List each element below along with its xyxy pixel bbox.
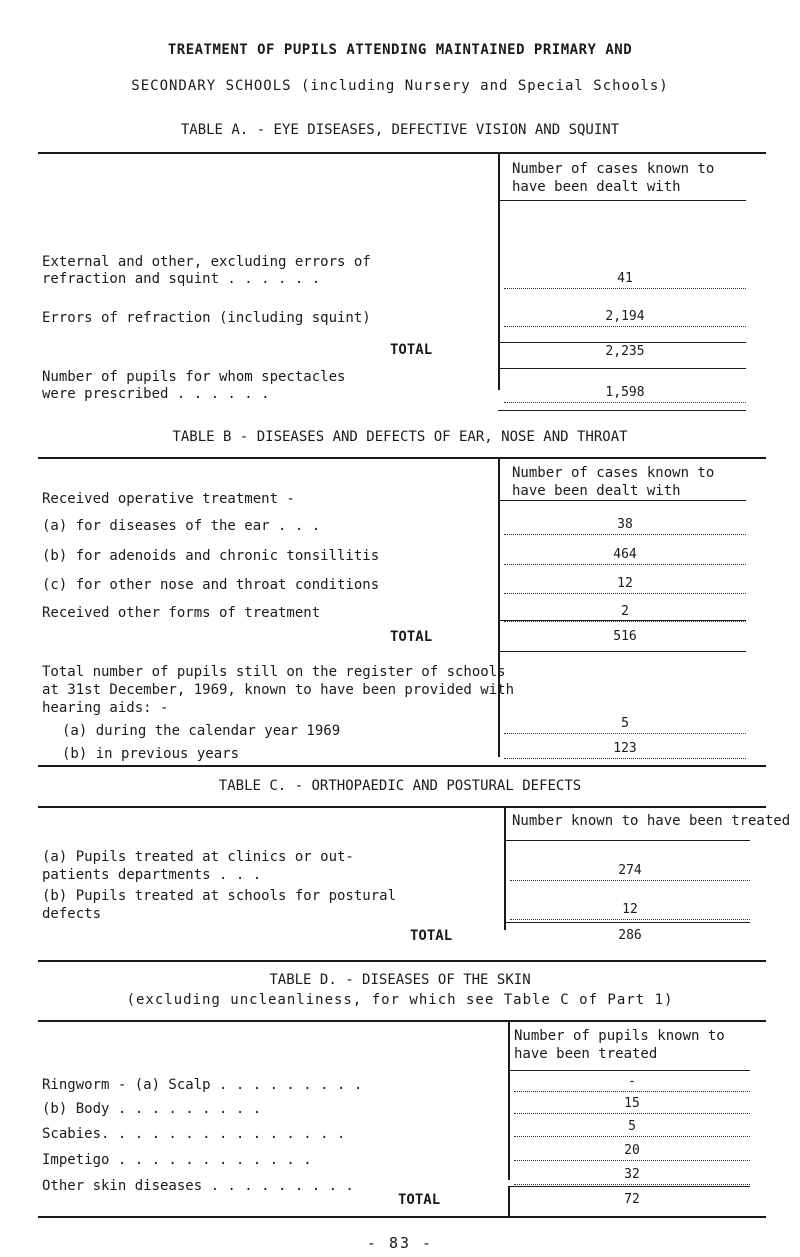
table-d-row-label: Other skin diseases . . . . . . . . . <box>42 1178 354 1194</box>
table-b-row-label: (c) for other nose and throat conditions <box>42 577 380 593</box>
table-d-row-value: 5 <box>514 1118 750 1137</box>
table-b-row-value: 38 <box>504 516 746 535</box>
table-b-hearing-aids-row-value: 123 <box>504 740 746 759</box>
table-d-total-label: TOTAL <box>398 1192 441 1208</box>
table-a-spectacles-label: Number of pupils for whom spectacles <box>42 369 346 385</box>
table-d-row-label: Ringworm - (a) Scalp . . . . . . . . . <box>42 1077 363 1093</box>
table-b-row-value: 12 <box>504 575 746 594</box>
table-b-column-header: Number of cases known to have been dealt with <box>512 465 715 499</box>
table-d-row-label: Impetigo . . . . . . . . . . . . <box>42 1152 312 1168</box>
table-b-title: TABLE B - DISEASES AND DEFECTS OF EAR, NOSE AND THROAT <box>172 429 628 445</box>
table-b-hearing-aids-row-value: 5 <box>504 715 746 734</box>
table-a-title: TABLE A. - EYE DISEASES, DEFECTIVE VISION AND SQUINT <box>180 122 620 138</box>
table-b-hearing-aids-label: at 31st December, 1969, known to have been provided with <box>42 682 515 698</box>
page-number: - 83 - <box>366 1234 434 1252</box>
table-b-row-label: (b) for adenoids and chronic tonsillitis <box>42 548 380 564</box>
table-c-total-label: TOTAL <box>410 928 453 944</box>
table-c-row-value: 274 <box>510 862 750 881</box>
table-a-row-label: Errors of refraction (including squint) <box>42 310 371 326</box>
table-c-total-value: 286 <box>618 928 642 943</box>
table-c-row-label: defects <box>42 906 102 922</box>
table-b-hearing-aids-label: hearing aids: - <box>42 700 169 716</box>
table-a-row-value: 41 <box>504 270 746 289</box>
table-a-spectacles-label: were prescribed . . . . . . <box>42 386 270 402</box>
table-c-row-label: (a) Pupils treated at clinics or out- <box>42 849 354 865</box>
table-d-title: TABLE D. - DISEASES OF THE SKIN <box>269 972 531 988</box>
table-d-column-header: Number of pupils known to have been treated <box>514 1028 725 1062</box>
table-b-hearing-aids-row-label: (a) during the calendar year 1969 <box>62 723 341 739</box>
table-d-row-value: 20 <box>514 1142 750 1161</box>
table-d-row-label: Scabies. . . . . . . . . . . . . . . <box>42 1126 346 1142</box>
table-c-row-label: (b) Pupils treated at schools for postural <box>42 888 397 904</box>
page-title-line-2: SECONDARY SCHOOLS (including Nursery and Special Schools) <box>131 78 669 94</box>
table-b-total-label: TOTAL <box>390 629 433 645</box>
table-c-title: TABLE C. - ORTHOPAEDIC AND POSTURAL DEFECTS <box>218 778 582 794</box>
table-d-subtitle: (excluding uncleanliness, for which see Table C of Part 1) <box>126 992 674 1008</box>
table-a-row-label: External and other, excluding errors of <box>42 254 371 270</box>
table-d-row-value: 15 <box>514 1095 750 1114</box>
table-c-row-label: patients departments . . . <box>42 867 262 883</box>
table-d-row-label: (b) Body . . . . . . . . . <box>42 1101 262 1117</box>
page-title-line-1: TREATMENT OF PUPILS ATTENDING MAINTAINED PRIMARY AND <box>167 42 633 58</box>
table-b-row-value: 464 <box>504 546 746 565</box>
table-a-row-label: refraction and squint . . . . . . <box>42 271 321 287</box>
table-b-total-value: 516 <box>613 629 637 644</box>
table-d-row-value: 32 <box>514 1166 750 1185</box>
table-a-spectacles-value: 1,598 <box>504 384 746 403</box>
table-b-row-value: 2 <box>504 603 746 622</box>
table-b-row-label: Received other forms of treatment <box>42 605 321 621</box>
table-a-total-value: 2,235 <box>605 344 645 359</box>
table-b-hearing-aids-row-label: (b) in previous years <box>62 746 240 762</box>
table-c-column-header: Number known to have been treated <box>512 813 791 829</box>
table-a-total-label: TOTAL <box>390 342 433 358</box>
table-b-row-label: (a) for diseases of the ear . . . <box>42 518 321 534</box>
table-a-row-value: 2,194 <box>504 308 746 327</box>
table-b-section-label: Received operative treatment - <box>42 491 295 507</box>
table-b-hearing-aids-label: Total number of pupils still on the register of schools <box>42 664 506 680</box>
table-c-row-value: 12 <box>510 901 750 920</box>
table-a-column-header: Number of cases known to have been dealt with <box>512 161 715 195</box>
table-d-row-value: - <box>514 1073 750 1092</box>
table-d-total-value: 72 <box>624 1192 640 1207</box>
